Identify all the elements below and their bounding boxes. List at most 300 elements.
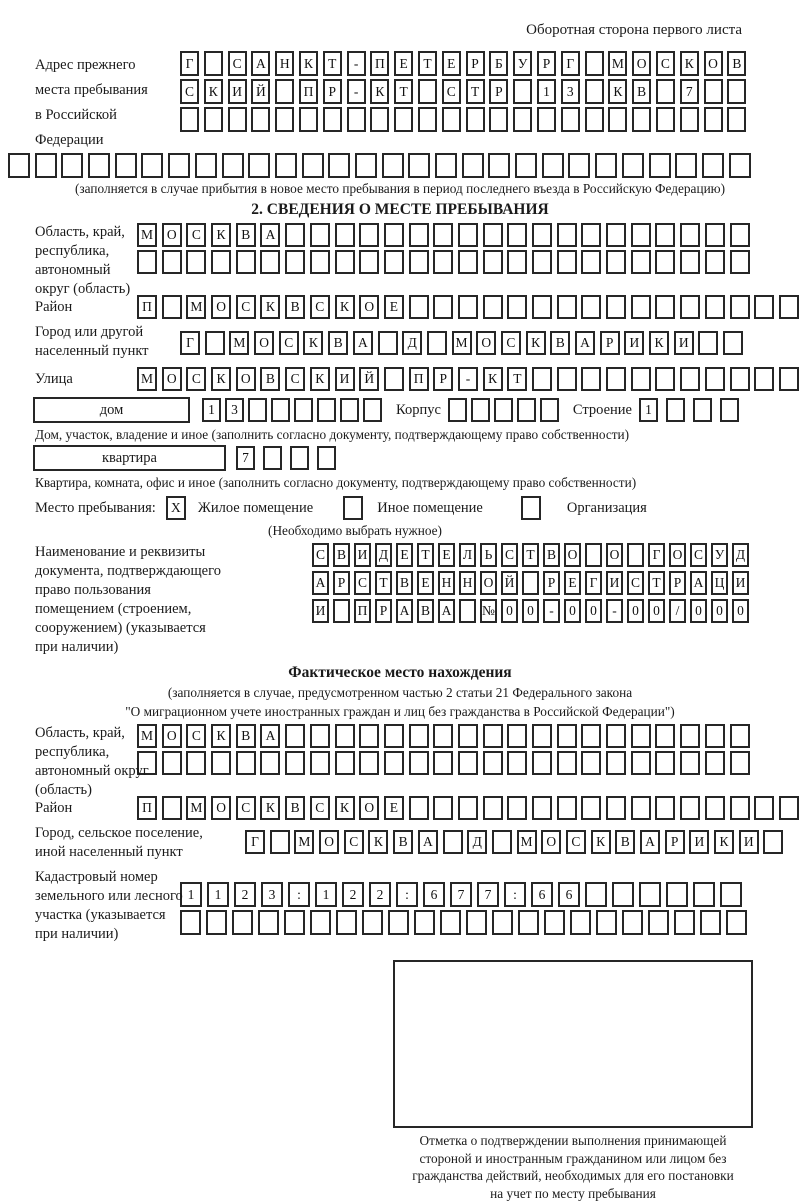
char-box[interactable] xyxy=(517,398,536,422)
char-box[interactable] xyxy=(704,107,723,132)
char-box[interactable] xyxy=(359,724,379,748)
street-row[interactable] xyxy=(137,367,800,391)
char-box[interactable] xyxy=(222,153,244,178)
char-box[interactable]: В xyxy=(396,571,413,595)
char-box[interactable]: 0 xyxy=(585,599,602,623)
char-box[interactable] xyxy=(779,295,799,319)
char-box[interactable] xyxy=(532,250,552,274)
char-box[interactable] xyxy=(522,571,539,595)
document-row1[interactable] xyxy=(312,543,800,567)
document-row3[interactable] xyxy=(312,599,800,623)
char-box[interactable]: 0 xyxy=(501,599,518,623)
char-box[interactable]: 2 xyxy=(342,882,364,907)
char-box[interactable] xyxy=(310,751,330,775)
char-box[interactable]: П xyxy=(409,367,429,391)
char-box[interactable]: Й xyxy=(501,571,518,595)
char-box[interactable] xyxy=(302,153,324,178)
char-box[interactable] xyxy=(627,543,644,567)
char-box[interactable]: М xyxy=(452,331,472,355)
char-box[interactable] xyxy=(409,751,429,775)
char-box[interactable] xyxy=(507,223,527,247)
char-box[interactable] xyxy=(507,796,527,820)
char-box[interactable]: М xyxy=(229,331,249,355)
region-row1[interactable] xyxy=(137,223,800,247)
char-box[interactable] xyxy=(532,295,552,319)
char-box[interactable]: Р xyxy=(466,51,485,76)
char-box[interactable] xyxy=(483,250,503,274)
char-box[interactable] xyxy=(162,751,182,775)
char-box[interactable] xyxy=(631,223,651,247)
char-box[interactable] xyxy=(442,107,461,132)
char-box[interactable]: В xyxy=(285,796,305,820)
char-box[interactable] xyxy=(186,250,206,274)
char-box[interactable] xyxy=(655,250,675,274)
document-row2[interactable] xyxy=(312,571,800,595)
char-box[interactable] xyxy=(228,107,247,132)
char-box[interactable]: 6 xyxy=(423,882,445,907)
char-box[interactable] xyxy=(730,250,750,274)
char-box[interactable]: Г xyxy=(245,830,265,854)
char-box[interactable] xyxy=(251,107,270,132)
char-box[interactable] xyxy=(483,796,503,820)
char-box[interactable] xyxy=(414,910,435,935)
char-box[interactable]: М xyxy=(137,367,157,391)
char-box[interactable]: С xyxy=(656,51,675,76)
char-box[interactable] xyxy=(557,724,577,748)
char-box[interactable]: В xyxy=(328,331,348,355)
char-box[interactable] xyxy=(328,153,350,178)
char-box[interactable]: С xyxy=(180,79,199,104)
char-box[interactable] xyxy=(232,910,253,935)
char-box[interactable]: Т xyxy=(522,543,539,567)
char-box[interactable] xyxy=(702,153,724,178)
char-box[interactable] xyxy=(248,398,267,422)
char-box[interactable] xyxy=(513,79,532,104)
char-box[interactable] xyxy=(205,331,225,355)
char-box[interactable] xyxy=(557,367,577,391)
char-box[interactable] xyxy=(754,367,774,391)
char-box[interactable]: Т xyxy=(394,79,413,104)
char-box[interactable]: О xyxy=(541,830,561,854)
char-box[interactable]: П xyxy=(370,51,389,76)
char-box[interactable]: - xyxy=(606,599,623,623)
char-box[interactable]: Т xyxy=(417,543,434,567)
char-box[interactable]: А xyxy=(312,571,329,595)
char-box[interactable] xyxy=(542,153,564,178)
char-box[interactable] xyxy=(655,796,675,820)
char-box[interactable] xyxy=(435,153,457,178)
actual-city-row[interactable] xyxy=(245,830,800,854)
previous-address-row1[interactable] xyxy=(180,51,751,76)
char-box[interactable] xyxy=(537,107,556,132)
char-box[interactable] xyxy=(655,724,675,748)
char-box[interactable]: О xyxy=(632,51,651,76)
char-box[interactable]: Е xyxy=(442,51,461,76)
char-box[interactable] xyxy=(581,295,601,319)
char-box[interactable]: П xyxy=(299,79,318,104)
char-box[interactable]: М xyxy=(137,724,157,748)
char-box[interactable] xyxy=(408,153,430,178)
char-box[interactable] xyxy=(466,910,487,935)
char-box[interactable] xyxy=(581,223,601,247)
char-box[interactable]: К xyxy=(368,830,388,854)
char-box[interactable] xyxy=(409,250,429,274)
char-box[interactable] xyxy=(388,910,409,935)
previous-address-row3[interactable] xyxy=(180,107,751,132)
char-box[interactable] xyxy=(581,751,601,775)
char-box[interactable]: С xyxy=(285,367,305,391)
char-box[interactable]: 0 xyxy=(648,599,665,623)
char-box[interactable] xyxy=(705,751,725,775)
char-box[interactable] xyxy=(606,250,626,274)
char-box[interactable]: Й xyxy=(359,367,379,391)
char-box[interactable]: 1 xyxy=(537,79,556,104)
char-box[interactable] xyxy=(680,367,700,391)
char-box[interactable]: К xyxy=(335,796,355,820)
char-box[interactable]: К xyxy=(260,295,280,319)
char-box[interactable] xyxy=(581,250,601,274)
cadastre-row1[interactable] xyxy=(180,882,800,907)
char-box[interactable]: М xyxy=(186,295,206,319)
char-box[interactable] xyxy=(693,398,712,422)
char-box[interactable] xyxy=(557,751,577,775)
char-box[interactable] xyxy=(561,107,580,132)
char-box[interactable] xyxy=(483,724,503,748)
char-box[interactable] xyxy=(763,830,783,854)
char-box[interactable]: 6 xyxy=(558,882,580,907)
char-box[interactable] xyxy=(248,153,270,178)
char-box[interactable] xyxy=(631,250,651,274)
char-box[interactable] xyxy=(557,223,577,247)
char-box[interactable]: О xyxy=(704,51,723,76)
char-box[interactable] xyxy=(581,367,601,391)
char-box[interactable] xyxy=(595,153,617,178)
char-box[interactable] xyxy=(310,910,331,935)
actual-region-row1[interactable] xyxy=(137,724,800,748)
char-box[interactable] xyxy=(532,367,552,391)
char-box[interactable]: О xyxy=(319,830,339,854)
char-box[interactable]: Р xyxy=(600,331,620,355)
char-box[interactable] xyxy=(557,295,577,319)
char-box[interactable]: Е xyxy=(394,51,413,76)
char-box[interactable]: И xyxy=(739,830,759,854)
char-box[interactable]: Р xyxy=(489,79,508,104)
char-box[interactable]: С xyxy=(501,543,518,567)
char-box[interactable] xyxy=(570,910,591,935)
char-box[interactable] xyxy=(458,250,478,274)
char-box[interactable] xyxy=(370,107,389,132)
char-box[interactable]: Е xyxy=(384,796,404,820)
char-box[interactable]: К xyxy=(591,830,611,854)
char-box[interactable]: П xyxy=(354,599,371,623)
char-box[interactable] xyxy=(513,107,532,132)
char-box[interactable] xyxy=(195,153,217,178)
char-box[interactable] xyxy=(698,331,718,355)
char-box[interactable] xyxy=(639,882,661,907)
char-box[interactable]: О xyxy=(162,367,182,391)
char-box[interactable]: С xyxy=(501,331,521,355)
char-box[interactable] xyxy=(61,153,83,178)
char-box[interactable] xyxy=(285,751,305,775)
char-box[interactable]: Ь xyxy=(480,543,497,567)
char-box[interactable] xyxy=(458,724,478,748)
char-box[interactable] xyxy=(518,910,539,935)
char-box[interactable] xyxy=(727,107,746,132)
char-box[interactable]: С xyxy=(344,830,364,854)
char-box[interactable]: К xyxy=(714,830,734,854)
char-box[interactable] xyxy=(606,223,626,247)
char-box[interactable] xyxy=(631,724,651,748)
char-box[interactable] xyxy=(236,751,256,775)
char-box[interactable] xyxy=(532,751,552,775)
char-box[interactable]: К xyxy=(370,79,389,104)
char-box[interactable]: Р xyxy=(543,571,560,595)
char-box[interactable]: А xyxy=(396,599,413,623)
char-box[interactable]: И xyxy=(335,367,355,391)
char-box[interactable]: А xyxy=(640,830,660,854)
char-box[interactable]: К xyxy=(260,796,280,820)
char-box[interactable]: И xyxy=(624,331,644,355)
char-box[interactable] xyxy=(729,153,751,178)
char-box[interactable]: Н xyxy=(275,51,294,76)
char-box[interactable]: : xyxy=(396,882,418,907)
char-box[interactable]: У xyxy=(513,51,532,76)
char-box[interactable] xyxy=(568,153,590,178)
char-box[interactable] xyxy=(236,250,256,274)
char-box[interactable]: - xyxy=(458,367,478,391)
char-box[interactable]: 2 xyxy=(369,882,391,907)
char-box[interactable] xyxy=(263,446,282,470)
char-box[interactable] xyxy=(340,398,359,422)
char-box[interactable] xyxy=(705,367,725,391)
char-box[interactable] xyxy=(544,910,565,935)
char-box[interactable]: Р xyxy=(537,51,556,76)
char-box[interactable] xyxy=(8,153,30,178)
char-box[interactable]: С xyxy=(627,571,644,595)
char-box[interactable] xyxy=(471,398,490,422)
char-box[interactable]: К xyxy=(335,295,355,319)
char-box[interactable]: Т xyxy=(375,571,392,595)
char-box[interactable]: М xyxy=(294,830,314,854)
char-box[interactable]: Е xyxy=(417,571,434,595)
char-box[interactable]: С xyxy=(186,724,206,748)
char-box[interactable] xyxy=(310,250,330,274)
char-box[interactable]: О xyxy=(359,295,379,319)
char-box[interactable] xyxy=(186,751,206,775)
char-box[interactable] xyxy=(655,223,675,247)
char-box[interactable] xyxy=(622,153,644,178)
char-box[interactable] xyxy=(489,107,508,132)
char-box[interactable] xyxy=(585,79,604,104)
char-box[interactable]: Й xyxy=(251,79,270,104)
char-box[interactable] xyxy=(540,398,559,422)
char-box[interactable]: 6 xyxy=(531,882,553,907)
char-box[interactable] xyxy=(168,153,190,178)
char-box[interactable]: М xyxy=(186,796,206,820)
char-box[interactable]: Е xyxy=(384,295,404,319)
char-box[interactable]: Д xyxy=(467,830,487,854)
char-box[interactable] xyxy=(115,153,137,178)
char-box[interactable]: 0 xyxy=(732,599,749,623)
char-box[interactable] xyxy=(382,153,404,178)
char-box[interactable] xyxy=(666,882,688,907)
char-box[interactable]: И xyxy=(354,543,371,567)
char-box[interactable]: А xyxy=(690,571,707,595)
char-box[interactable] xyxy=(655,367,675,391)
char-box[interactable]: В xyxy=(236,724,256,748)
char-box[interactable] xyxy=(204,107,223,132)
char-box[interactable] xyxy=(680,250,700,274)
char-box[interactable]: Д xyxy=(375,543,392,567)
char-box[interactable]: - xyxy=(347,79,366,104)
char-box[interactable] xyxy=(680,107,699,132)
checkbox-organization[interactable] xyxy=(521,496,541,520)
char-box[interactable]: С xyxy=(228,51,247,76)
char-box[interactable] xyxy=(409,796,429,820)
char-box[interactable]: С xyxy=(312,543,329,567)
char-box[interactable] xyxy=(299,107,318,132)
char-box[interactable]: 2 xyxy=(234,882,256,907)
char-box[interactable] xyxy=(632,107,651,132)
char-box[interactable]: Г xyxy=(561,51,580,76)
char-box[interactable] xyxy=(680,796,700,820)
actual-region-row2[interactable] xyxy=(137,751,800,775)
char-box[interactable] xyxy=(270,830,290,854)
char-box[interactable]: О xyxy=(480,571,497,595)
char-box[interactable]: 7 xyxy=(680,79,699,104)
char-box[interactable]: Г xyxy=(585,571,602,595)
char-box[interactable] xyxy=(483,751,503,775)
char-box[interactable]: К xyxy=(303,331,323,355)
char-box[interactable]: М xyxy=(517,830,537,854)
char-box[interactable] xyxy=(260,250,280,274)
char-box[interactable] xyxy=(655,751,675,775)
char-box[interactable]: С xyxy=(279,331,299,355)
char-box[interactable] xyxy=(606,796,626,820)
char-box[interactable] xyxy=(384,250,404,274)
char-box[interactable] xyxy=(730,295,750,319)
char-box[interactable]: : xyxy=(288,882,310,907)
char-box[interactable]: А xyxy=(260,724,280,748)
char-box[interactable]: А xyxy=(438,599,455,623)
char-box[interactable]: О xyxy=(476,331,496,355)
char-box[interactable] xyxy=(585,543,602,567)
apartment-number-row[interactable] xyxy=(236,446,344,470)
char-box[interactable]: К xyxy=(211,367,231,391)
char-box[interactable] xyxy=(606,751,626,775)
char-box[interactable] xyxy=(507,724,527,748)
char-box[interactable] xyxy=(631,751,651,775)
char-box[interactable]: Т xyxy=(648,571,665,595)
char-box[interactable] xyxy=(275,79,294,104)
char-box[interactable] xyxy=(362,910,383,935)
char-box[interactable]: 3 xyxy=(225,398,244,422)
char-box[interactable] xyxy=(394,107,413,132)
char-box[interactable]: Д xyxy=(402,331,422,355)
char-box[interactable] xyxy=(462,153,484,178)
char-box[interactable] xyxy=(730,796,750,820)
char-box[interactable]: С xyxy=(186,367,206,391)
char-box[interactable] xyxy=(271,398,290,422)
char-box[interactable] xyxy=(384,724,404,748)
char-box[interactable]: : xyxy=(504,882,526,907)
char-box[interactable] xyxy=(409,295,429,319)
char-box[interactable]: О xyxy=(606,543,623,567)
char-box[interactable] xyxy=(275,153,297,178)
char-box[interactable] xyxy=(704,79,723,104)
char-box[interactable] xyxy=(507,751,527,775)
char-box[interactable]: 0 xyxy=(627,599,644,623)
char-box[interactable] xyxy=(730,724,750,748)
char-box[interactable] xyxy=(488,153,510,178)
char-box[interactable]: О xyxy=(359,796,379,820)
char-box[interactable]: 3 xyxy=(261,882,283,907)
cadastre-row2[interactable] xyxy=(180,910,800,935)
char-box[interactable] xyxy=(458,295,478,319)
char-box[interactable] xyxy=(581,796,601,820)
char-box[interactable]: Т xyxy=(418,51,437,76)
char-box[interactable]: Р xyxy=(665,830,685,854)
char-box[interactable] xyxy=(260,751,280,775)
district-row[interactable] xyxy=(137,295,800,319)
char-box[interactable] xyxy=(585,882,607,907)
char-box[interactable] xyxy=(275,107,294,132)
char-box[interactable] xyxy=(557,796,577,820)
char-box[interactable] xyxy=(532,223,552,247)
char-box[interactable]: П xyxy=(137,295,157,319)
char-box[interactable] xyxy=(317,446,336,470)
previous-address-row2[interactable] xyxy=(180,79,751,104)
char-box[interactable] xyxy=(726,910,747,935)
char-box[interactable] xyxy=(492,830,512,854)
char-box[interactable] xyxy=(680,295,700,319)
char-box[interactable] xyxy=(655,295,675,319)
char-box[interactable] xyxy=(648,910,669,935)
char-box[interactable] xyxy=(141,153,163,178)
char-box[interactable]: 7 xyxy=(477,882,499,907)
char-box[interactable] xyxy=(162,250,182,274)
char-box[interactable] xyxy=(680,724,700,748)
char-box[interactable]: И xyxy=(228,79,247,104)
char-box[interactable]: Ц xyxy=(711,571,728,595)
char-box[interactable]: В xyxy=(727,51,746,76)
char-box[interactable] xyxy=(162,796,182,820)
checkbox-residential-premises[interactable]: X xyxy=(166,496,186,520)
char-box[interactable]: В xyxy=(417,599,434,623)
char-box[interactable]: Р xyxy=(669,571,686,595)
char-box[interactable] xyxy=(355,153,377,178)
house-number-row[interactable] xyxy=(202,398,386,422)
char-box[interactable]: И xyxy=(312,599,329,623)
char-box[interactable] xyxy=(596,910,617,935)
char-box[interactable] xyxy=(211,751,231,775)
char-box[interactable]: О xyxy=(162,724,182,748)
char-box[interactable] xyxy=(730,223,750,247)
char-box[interactable]: О xyxy=(162,223,182,247)
char-box[interactable]: Г xyxy=(180,331,200,355)
char-box[interactable] xyxy=(631,295,651,319)
char-box[interactable]: 0 xyxy=(564,599,581,623)
char-box[interactable]: В xyxy=(543,543,560,567)
region-row2[interactable] xyxy=(137,250,800,274)
char-box[interactable] xyxy=(705,724,725,748)
char-box[interactable] xyxy=(88,153,110,178)
char-box[interactable] xyxy=(35,153,57,178)
previous-address-row4[interactable] xyxy=(8,153,800,178)
char-box[interactable]: И xyxy=(606,571,623,595)
city-row[interactable] xyxy=(180,331,800,355)
char-box[interactable] xyxy=(359,250,379,274)
